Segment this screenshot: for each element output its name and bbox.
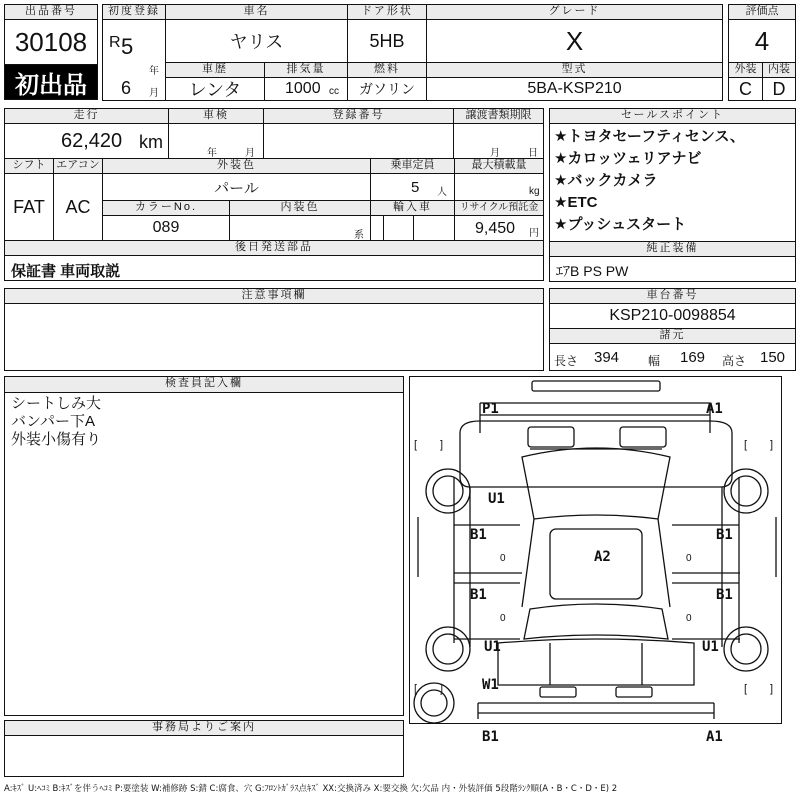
spec-cell	[549, 343, 796, 371]
standard-equipment: ｴｱB PS PW	[549, 256, 796, 282]
inspector-notes	[4, 392, 404, 716]
sales-point: ★ETC	[554, 194, 598, 211]
chassis-number: KSP210-0098854	[549, 303, 796, 329]
length-value: 394	[594, 349, 620, 366]
model-label: 型式	[426, 62, 723, 78]
displacement: 1000	[285, 80, 321, 97]
color: パール	[102, 173, 371, 201]
sales-points-list	[549, 123, 796, 242]
spec-label: 諸元	[549, 328, 796, 344]
shift: FAT	[4, 173, 54, 241]
damage-mark: A2	[594, 549, 611, 565]
office-label: 事務局よりご案内	[4, 720, 404, 736]
later-parts-label: 後日発送部品	[4, 240, 544, 256]
mileage: 62,420	[61, 130, 123, 152]
sales-point: ★バックカメラ	[554, 172, 658, 189]
later-parts: 保証書 車両取説	[4, 255, 544, 281]
bracket-right: ]	[440, 439, 444, 451]
transfer-cell	[453, 123, 544, 159]
width-value: 169	[680, 349, 706, 366]
interior-grade: D	[762, 77, 796, 101]
height-value: 150	[760, 349, 786, 366]
ac-label: エアコン	[53, 158, 103, 174]
colorno: 089	[102, 215, 230, 241]
damage-mark: U1	[488, 491, 505, 507]
zero-mark: 0	[500, 553, 506, 564]
maxload-cell	[454, 173, 544, 201]
interior-label: 内装	[762, 62, 796, 78]
inspector-line: シートしみ大	[11, 395, 102, 412]
inspector-line: バンパー下A	[11, 413, 95, 430]
notes-label: 注意事項欄	[4, 288, 544, 304]
recycle-unit: 円	[529, 228, 539, 239]
era: R	[109, 34, 121, 51]
notes-area	[4, 303, 544, 371]
car-name-label: 車名	[165, 4, 348, 20]
maxload-unit: kg	[529, 186, 540, 197]
damage-mark: B1	[470, 587, 487, 603]
damage-mark: W1	[482, 677, 499, 693]
damage-mark: U1	[702, 639, 719, 655]
exterior-label: 外装	[728, 62, 763, 78]
intcolor-unit: 系	[354, 230, 364, 241]
width-label: 幅	[648, 354, 661, 368]
lot-label: 出品番号	[4, 4, 98, 20]
color-label: 外装色	[102, 158, 371, 174]
bracket-right: ]	[440, 683, 444, 695]
ac: AC	[53, 173, 103, 241]
inspector-label: 検査員記入欄	[4, 376, 404, 393]
office-area	[4, 735, 404, 777]
damage-mark: P1	[482, 401, 499, 417]
sales-point: ★トヨタセーフティセンス、	[554, 128, 745, 145]
capacity: 5	[411, 179, 420, 196]
mileage-unit: km	[139, 132, 163, 152]
maxload-label: 最大積載量	[454, 158, 544, 174]
fuel-label: 燃料	[347, 62, 427, 78]
damage-legend: A:ｷｽﾞ U:ﾍｺﾐ B:ｷｽﾞを伴うﾍｺﾐ P:要塗装 W:補修跡 S:錆 C:腐食、穴 G:ﾌﾛﾝﾄｶﾞﾗｽ点ｷｽﾞ XX:交換済み X:要交換 欠:欠品 内・外装評価 5段階ﾗﾝｸ順(A・B・C・D・E) 2	[4, 784, 618, 794]
transfer-day-unit: 日	[528, 148, 538, 159]
bracket-left: [	[744, 439, 748, 451]
lot-number: 30108	[4, 19, 98, 65]
bracket-left: [	[744, 683, 748, 695]
damage-mark: B1	[716, 587, 733, 603]
sales-point: ★カロッツェリアナビ	[554, 150, 702, 167]
mileage-cell	[4, 123, 169, 159]
regno-label: 登録番号	[263, 108, 454, 124]
transfer-month-unit: 月	[490, 148, 500, 159]
capacity-unit: 人	[437, 187, 447, 198]
door-type: 5HB	[347, 19, 427, 63]
recycle-label: リサイクル預託金	[454, 200, 544, 216]
capacity-label: 乗車定員	[370, 158, 455, 174]
zero-mark: 0	[500, 613, 506, 624]
damage-mark: A1	[706, 401, 723, 417]
car-name: ヤリス	[165, 19, 348, 63]
zero-mark: 0	[686, 613, 692, 624]
score: 4	[728, 19, 796, 63]
import-cell	[370, 215, 455, 241]
transfer-label: 譲渡書類期限	[453, 108, 544, 124]
damage-mark: A1	[706, 729, 723, 745]
model: 5BA-KSP210	[426, 77, 723, 101]
grade-label: グレード	[426, 4, 723, 20]
history: レンタ	[165, 77, 265, 101]
height-label: 高さ	[722, 354, 747, 368]
car-damage-diagram	[409, 376, 782, 745]
exterior-grade: C	[728, 77, 763, 101]
reg-year: 5	[121, 34, 134, 59]
bracket-left: [	[414, 439, 418, 451]
damage-mark: B1	[470, 527, 487, 543]
recycle-amount: 9,450	[475, 220, 516, 237]
inspection-year-unit: 年	[207, 148, 217, 159]
zero-mark: 0	[686, 553, 692, 564]
chassis-label: 車台番号	[549, 288, 796, 304]
first-registration-label: 初度登録	[102, 4, 166, 20]
mileage-label: 走行	[4, 108, 169, 124]
recycle-cell	[454, 215, 544, 241]
inspection-month-unit: 月	[245, 148, 255, 159]
first-registration-cell	[102, 19, 166, 101]
score-label: 評価点	[728, 4, 796, 20]
intcolor-label: 内装色	[229, 200, 371, 216]
inspector-line: 外装小傷有り	[11, 431, 102, 448]
displacement-cell	[264, 77, 348, 101]
door-label: ドア形状	[347, 4, 427, 20]
history-label: 車歴	[165, 62, 265, 78]
first-listing-badge: 初出品	[4, 64, 98, 100]
damage-mark: B1	[716, 527, 733, 543]
reg-month: 6	[121, 78, 132, 98]
damage-mark: U1	[484, 639, 501, 655]
import-label: 輸入車	[370, 200, 455, 216]
standard-equipment-label: 純正装備	[549, 241, 796, 257]
inspection-cell	[168, 123, 264, 159]
inspection-label: 車検	[168, 108, 264, 124]
bracket-left: [	[414, 683, 418, 695]
colorno-label: カラーNo.	[102, 200, 230, 216]
sales-point: ★プッシュスタート	[554, 216, 687, 233]
year-unit: 年	[149, 66, 159, 77]
capacity-cell	[370, 173, 455, 201]
displacement-unit: cc	[329, 86, 339, 97]
intcolor-cell	[229, 215, 371, 241]
displacement-label: 排気量	[264, 62, 348, 78]
length-label: 長さ	[554, 354, 579, 368]
shift-label: シフト	[4, 158, 54, 174]
grade: X	[426, 19, 723, 63]
sales-points-label: セールスポイント	[549, 108, 796, 124]
bracket-right: ]	[770, 683, 774, 695]
regno-cell	[263, 123, 454, 159]
damage-mark: B1	[482, 729, 499, 745]
fuel: ガソリン	[347, 77, 427, 101]
bracket-right: ]	[770, 439, 774, 451]
month-unit: 月	[149, 88, 159, 99]
